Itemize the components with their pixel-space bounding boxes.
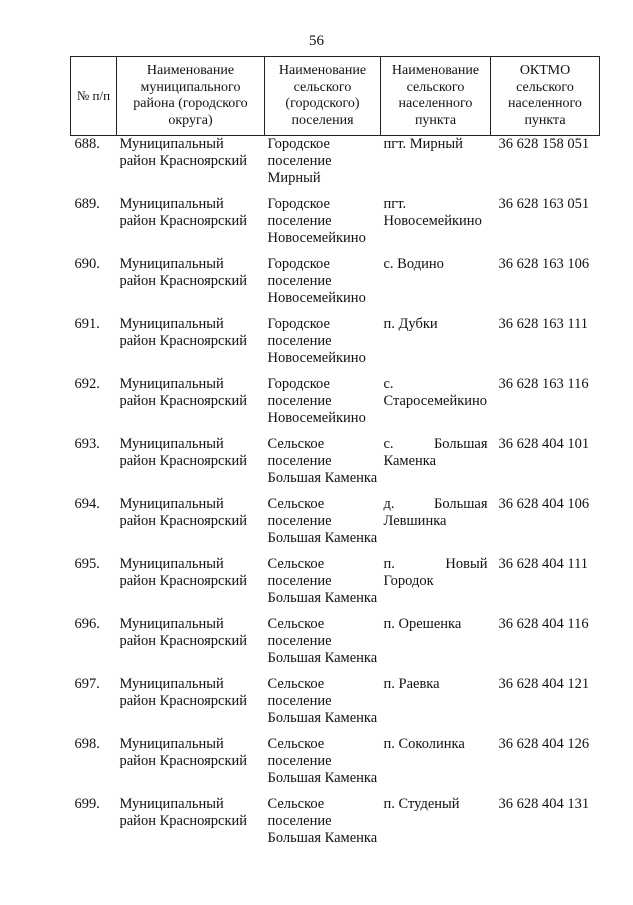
row-number: 698. xyxy=(74,736,100,752)
locality-name: с. Старосемейкино xyxy=(383,376,488,409)
locality-name: с. Водино xyxy=(383,256,444,272)
locality-name: п. Орешенка xyxy=(383,616,462,632)
table-row xyxy=(71,736,600,796)
settlement-name: Сельское поселение Большая Каменка xyxy=(267,496,378,546)
row-number: 692. xyxy=(74,376,100,392)
district-name: Муниципальный район Красноярский xyxy=(119,556,248,589)
row-number: 699. xyxy=(74,796,100,812)
settlement-name: Городское поселение Новосемейкино xyxy=(267,256,366,306)
table-header xyxy=(71,57,600,136)
header-settlement: Наименование сельского (городского) поселения xyxy=(265,57,381,136)
locality-name: пгт. Новосемейкино xyxy=(383,196,482,229)
district-name: Муниципальный район Красноярский xyxy=(119,256,248,289)
header-row xyxy=(71,57,600,136)
district-name: Муниципальный район Красноярский xyxy=(119,796,248,829)
row-number: 688. xyxy=(74,136,100,152)
settlement-name: Городское поселение Новосемейкино xyxy=(267,196,366,246)
row-number: 695. xyxy=(74,556,100,572)
table-row xyxy=(71,196,600,256)
settlement-name: Городское поселение Новосемейкино xyxy=(267,376,366,426)
oktmo-code: 36 628 163 111 xyxy=(498,316,589,332)
header-locality: Наименование сельского населенного пункта xyxy=(381,57,491,136)
locality-name: с. Большая Каменка xyxy=(383,436,488,469)
row-number: 693. xyxy=(74,436,100,452)
oktmo-code: 36 628 404 126 xyxy=(498,736,590,752)
table-row xyxy=(71,796,600,856)
header-district: Наименование муниципального района (городского округа) xyxy=(117,57,265,136)
district-name: Муниципальный район Красноярский xyxy=(119,136,248,169)
settlement-name: Городское поселение Новосемейкино xyxy=(267,316,366,366)
district-name: Муниципальный район Красноярский xyxy=(119,436,248,469)
row-number: 696. xyxy=(74,616,100,632)
oktmo-code: 36 628 163 051 xyxy=(498,196,590,212)
table-row xyxy=(71,316,600,376)
row-number: 689. xyxy=(74,196,100,212)
oktmo-code: 36 628 404 121 xyxy=(498,676,590,692)
district-name: Муниципальный район Красноярский xyxy=(119,676,248,709)
district-name: Муниципальный район Красноярский xyxy=(119,736,248,769)
settlements-table xyxy=(70,56,600,856)
oktmo-code: 36 628 158 051 xyxy=(498,136,590,152)
row-number: 690. xyxy=(74,256,100,272)
settlement-name: Городское поселение Мирный xyxy=(267,136,332,186)
row-number: 691. xyxy=(74,316,100,332)
settlement-name: Сельское поселение Большая Каменка xyxy=(267,556,378,606)
oktmo-code: 36 628 404 106 xyxy=(498,496,590,512)
oktmo-code: 36 628 404 131 xyxy=(498,796,590,812)
table-row xyxy=(71,496,600,556)
oktmo-code: 36 628 163 106 xyxy=(498,256,590,272)
header-number: № п/п xyxy=(71,57,117,136)
settlement-name: Сельское поселение Большая Каменка xyxy=(267,796,378,846)
oktmo-code: 36 628 404 116 xyxy=(498,616,589,632)
district-name: Муниципальный район Красноярский xyxy=(119,376,248,409)
locality-name: д. Большая Левшинка xyxy=(383,496,488,529)
settlement-name: Сельское поселение Большая Каменка xyxy=(267,436,378,486)
settlement-name: Сельское поселение Большая Каменка xyxy=(267,736,378,786)
settlement-name: Сельское поселение Большая Каменка xyxy=(267,616,378,666)
page-number: 56 xyxy=(309,33,324,49)
locality-name: п. Раевка xyxy=(383,676,440,692)
row-number: 694. xyxy=(74,496,100,512)
row-number: 697. xyxy=(74,676,100,692)
district-name: Муниципальный район Красноярский xyxy=(119,616,248,649)
district-name: Муниципальный район Красноярский xyxy=(119,196,248,229)
locality-name: п. Студеный xyxy=(383,796,460,812)
table-row xyxy=(71,616,600,676)
table-row xyxy=(71,436,600,496)
table-row xyxy=(71,136,600,197)
settlement-name: Сельское поселение Большая Каменка xyxy=(267,676,378,726)
oktmo-code: 36 628 404 101 xyxy=(498,436,590,452)
oktmo-code: 36 628 163 116 xyxy=(498,376,589,392)
header-oktmo: ОКТМО сельского населенного пункта xyxy=(491,57,600,136)
district-name: Муниципальный район Красноярский xyxy=(119,496,248,529)
district-name: Муниципальный район Красноярский xyxy=(119,316,248,349)
oktmo-code: 36 628 404 111 xyxy=(498,556,589,572)
locality-name: п. Дубки xyxy=(383,316,438,332)
locality-name: п. Новый Городок xyxy=(383,556,488,589)
locality-name: п. Соколинка xyxy=(383,736,465,752)
locality-name: пгт. Мирный xyxy=(383,136,463,152)
table-row xyxy=(71,376,600,436)
table-row xyxy=(71,556,600,616)
table-row xyxy=(71,676,600,736)
table-row xyxy=(71,256,600,316)
table-body xyxy=(71,136,600,857)
